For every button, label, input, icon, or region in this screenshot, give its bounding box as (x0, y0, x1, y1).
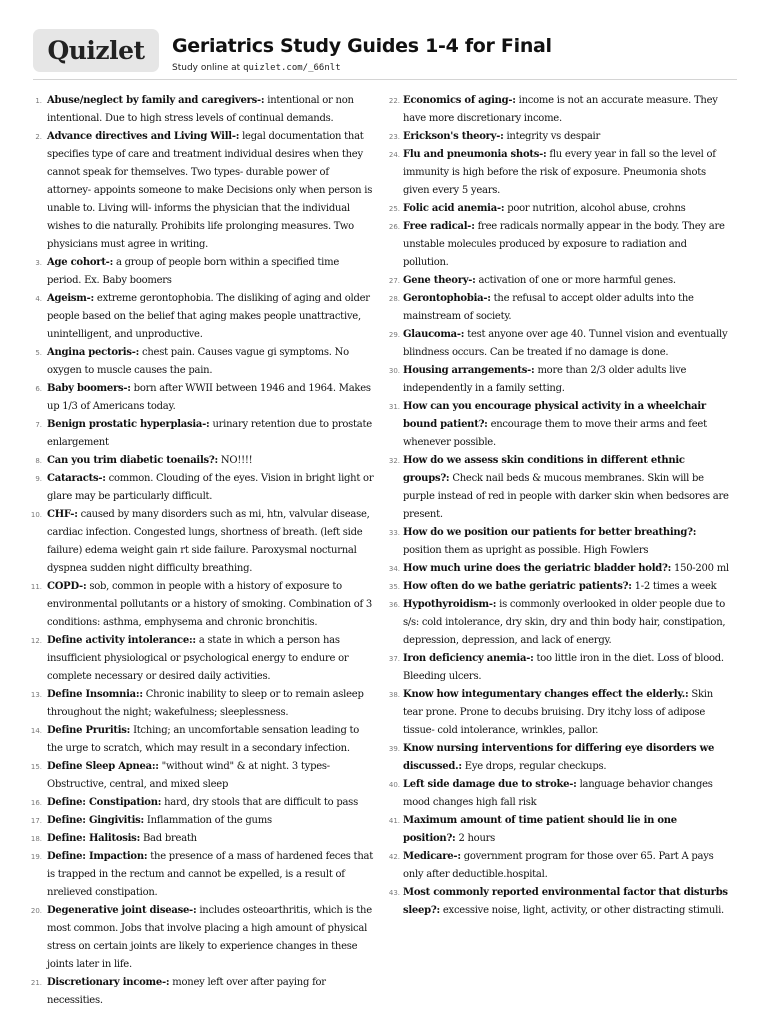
entry-definition: urinary retention due to prostate enlargement (47, 419, 372, 448)
study-entry (27, 506, 375, 578)
entry-definition: extreme gerontophobia. The disliking of aging and older people based on the belief that aging makes people unattractive, unintelligent, and unproductive. (47, 293, 370, 340)
entry-number: 16. (30, 799, 42, 807)
entry-term: Define Pruritis: (47, 725, 131, 736)
entry-term: Medicare-: (403, 851, 461, 862)
entry-number: 25. (388, 205, 400, 213)
entry-definition: includes osteoarthritis, which is the most common. Jobs that involve placing a high amount of physical stress on certain joints are likely to experience changes in these joints later in life. (47, 905, 372, 970)
entry-number: 31. (388, 403, 400, 411)
entry-definition: free radicals normally appear in the body. They are unstable molecules produced by exposure to radiation and pollution. (403, 221, 725, 268)
entry-term: Economics of aging-: (403, 95, 516, 106)
entry-number: 28. (388, 295, 400, 303)
quizlet-logo[interactable] (33, 29, 159, 72)
entry-text (403, 272, 729, 290)
entry-definition: Chronic inability to sleep or to remain asleep throughout the night; wakefulness; sleeplessness. (47, 689, 364, 718)
entry-text (47, 758, 375, 794)
entry-term: Ageism-: (47, 293, 94, 304)
study-entry (27, 92, 375, 128)
entry-number: 21. (30, 979, 42, 987)
entry-term: Benign prostatic hyperplasia-: (47, 419, 210, 430)
entry-number: 18. (30, 835, 42, 843)
entry-text (47, 902, 375, 974)
entry-number: 32. (388, 457, 400, 465)
study-entry (27, 632, 375, 686)
entry-number: 29. (388, 331, 400, 339)
entry-term: Degenerative joint disease-: (47, 905, 197, 916)
study-online-prefix: Study online at (172, 63, 241, 73)
entry-definition: born after WWII between 1946 and 1964. Makes up 1/3 of Americans today. (47, 383, 371, 412)
entry-text (47, 92, 375, 128)
entry-text (403, 92, 729, 128)
entry-definition: common. Clouding of the eyes. Vision in bright light or glare may be particularly difficult. (47, 473, 374, 502)
entry-number: 1. (35, 97, 42, 105)
entry-text (403, 362, 729, 398)
entry-text (403, 326, 729, 362)
entry-term: How often do we bathe geriatric patients?: (403, 581, 632, 592)
entry-number: 38. (388, 691, 400, 699)
entry-number: 40. (388, 781, 400, 789)
entry-number: 42. (388, 853, 400, 861)
entry-definition: 2 hours (458, 833, 496, 844)
entry-term: How do we assess skin conditions in different ethnic groups?: (403, 455, 685, 484)
study-entry (383, 290, 729, 326)
study-entry (27, 344, 375, 380)
study-entry (383, 272, 729, 290)
entry-text (403, 398, 729, 452)
study-entry (27, 812, 375, 830)
entry-number: 22. (388, 97, 400, 105)
entry-definition: the presence of a mass of hardened feces that is trapped in the rectum and cannot be expelled, is a result of nrelieved constipation. (47, 851, 373, 898)
entry-text (403, 776, 729, 812)
study-entry (383, 560, 729, 578)
entry-number: 30. (388, 367, 400, 375)
entry-text (403, 812, 729, 848)
entry-definition: hard, dry stools that are difficult to pass (164, 797, 358, 808)
study-entry (27, 470, 375, 506)
entry-number: 41. (388, 817, 400, 825)
entry-term: Iron deficiency anemia-: (403, 653, 534, 664)
entry-text (403, 560, 729, 578)
study-entry (383, 200, 729, 218)
left-column (27, 92, 375, 1010)
study-entry (383, 812, 729, 848)
entry-text (403, 740, 729, 776)
entry-text (47, 722, 375, 758)
entry-definition: government program for those over 65. Part A pays only after deductible.hospital. (403, 851, 714, 880)
entry-term: Gene theory-: (403, 275, 476, 286)
entry-definition: Check nail beds & mucous membranes. Skin will be purple instead of red in people with darker skin when bedsores are present. (403, 473, 729, 520)
study-entry (27, 794, 375, 812)
study-online-line (172, 63, 341, 73)
entry-term: How much urine does the geriatric bladder hold?: (403, 563, 672, 574)
entry-definition: legal documentation that specifies type of care and treatment individual desires when they cannot speak for themselves. Two types- durable power of attorney- appoints someone to make Decisions only when person is unable to. Living will- informs the physician that the individual wishes to die naturally. Prohibits life prolonging measures. Two physicians must agree in writing. (47, 131, 373, 250)
study-entry (27, 902, 375, 974)
entry-term: Left side damage due to stroke-: (403, 779, 577, 790)
entry-text (403, 884, 729, 920)
study-entry (383, 686, 729, 740)
study-entry (383, 740, 729, 776)
page-header (33, 29, 737, 80)
entry-definition: activation of one or more harmful genes. (478, 275, 676, 286)
entry-number: 10. (30, 511, 42, 519)
entry-text (403, 218, 729, 272)
entry-term: COPD-: (47, 581, 87, 592)
entry-text (403, 848, 729, 884)
page-title: Geriatrics Study Guides 1-4 for Final (172, 35, 552, 57)
entry-number: 8. (35, 457, 42, 465)
study-entry (383, 146, 729, 200)
study-entry (27, 416, 375, 452)
entry-definition: 150-200 ml (673, 563, 729, 574)
entry-definition: test anyone over age 40. Tunnel vision and eventually blindness occurs. Can be treated if no damage is done. (403, 329, 728, 358)
entry-definition: too little iron in the diet. Loss of blood. Bleeding ulcers. (403, 653, 724, 682)
study-entry (27, 452, 375, 470)
right-column (383, 92, 729, 920)
entry-text (47, 128, 375, 254)
entry-text (47, 344, 375, 380)
entry-definition: caused by many disorders such as mi, htn, valvular disease, cardiac infection. Congested lungs, shortness of breath. (left side failure) edema weight gain rt side failure. Paroxysmal nocturnal dyspnea sudden night difficulty breathing. (47, 509, 370, 574)
study-entry (383, 452, 729, 524)
entry-definition: "without wind" & at night. 3 types- Obstructive, central, and mixed sleep (47, 761, 330, 790)
entry-text (47, 452, 375, 470)
entry-number: 26. (388, 223, 400, 231)
entry-definition: Inflammation of the gums (146, 815, 272, 826)
entry-number: 12. (30, 637, 42, 645)
entry-definition: intentional or non intentional. Due to high stress levels of continual demands. (47, 95, 354, 124)
entry-number: 17. (30, 817, 42, 825)
entry-term: Most commonly reported environmental factor that disturbs sleep?: (403, 887, 728, 916)
study-entry (27, 380, 375, 416)
study-entry (383, 848, 729, 884)
entry-text (47, 290, 375, 344)
entry-text (403, 524, 729, 560)
entry-number: 35. (388, 583, 400, 591)
entry-definition: Skin tear prone. Prone to decubs bruising. Dry itchy loss of adipose tissue- cold intolerance, wrinkles, pallor. (403, 689, 713, 736)
study-entry (27, 254, 375, 290)
entry-number: 4. (35, 295, 42, 303)
study-entry (383, 326, 729, 362)
study-entry (27, 128, 375, 254)
entry-definition: Itching; an uncomfortable sensation leading to the urge to scratch, which may result in a secondary infection. (47, 725, 360, 754)
entry-number: 33. (388, 529, 400, 537)
entry-definition: more than 2/3 older adults live independently in a family setting. (403, 365, 687, 394)
entry-number: 34. (388, 565, 400, 573)
study-entry (27, 686, 375, 722)
entry-number: 24. (388, 151, 400, 159)
entry-term: Define: Constipation: (47, 797, 162, 808)
entry-term: Discretionary income-: (47, 977, 170, 988)
entry-text (403, 128, 729, 146)
entry-term: How can you encourage physical activity in a wheelchair bound patient?: (403, 401, 706, 430)
entry-definition: sob, common in people with a history of exposure to environmental pollutants or a history of smoking. Combination of 3 conditions: asthma, emphysema and chronic bronchitis. (47, 581, 372, 628)
entry-term: Erickson's theory-: (403, 131, 504, 142)
entry-definition: the refusal to accept older adults into the mainstream of society. (403, 293, 694, 322)
entry-definition: a group of people born within a specified time period. Ex. Baby boomers (47, 257, 340, 286)
study-entry (27, 848, 375, 902)
entry-text (47, 812, 375, 830)
entry-term: Glaucoma-: (403, 329, 465, 340)
study-entry (27, 578, 375, 632)
entry-text (403, 200, 729, 218)
study-entry (383, 884, 729, 920)
entry-number: 9. (35, 475, 42, 483)
entry-number: 2. (35, 133, 42, 141)
entry-term: Know how integumentary changes effect the elderly.: (403, 689, 689, 700)
study-entry (383, 776, 729, 812)
entry-number: 39. (388, 745, 400, 753)
entry-text (47, 254, 375, 290)
entry-definition: flu every year in fall so the level of immunity is high before the risk of exposure. Pneumonia shots given every 5 years. (403, 149, 716, 196)
entry-definition: chest pain. Causes vague gi symptoms. No oxygen to muscle causes the pain. (47, 347, 349, 376)
entry-text (47, 794, 375, 812)
entry-term: Can you trim diabetic toenails?: (47, 455, 218, 466)
entry-term: Free radical-: (403, 221, 475, 232)
study-entry (383, 128, 729, 146)
entry-text (47, 848, 375, 902)
study-entry (383, 92, 729, 128)
entry-definition: integrity vs despair (506, 131, 601, 142)
entry-term: Abuse/neglect by family and caregivers-: (47, 95, 265, 106)
entry-text (47, 632, 375, 686)
study-entry (383, 398, 729, 452)
study-entry (27, 974, 375, 1010)
entry-text (47, 686, 375, 722)
study-url-link[interactable]: quizlet.com/_66nlt (243, 63, 341, 73)
entry-term: Define: Gingivitis: (47, 815, 144, 826)
entry-term: Define: Impaction: (47, 851, 148, 862)
entry-term: Folic acid anemia-: (403, 203, 505, 214)
entry-term: How do we position our patients for better breathing?: (403, 527, 697, 538)
entry-text (47, 416, 375, 452)
entry-number: 15. (30, 763, 42, 771)
entry-term: Define Insomnia:: (47, 689, 143, 700)
entry-number: 36. (388, 601, 400, 609)
entry-term: CHF-: (47, 509, 78, 520)
entry-definition: position them as upright as possible. High Fowlers (403, 545, 649, 556)
entry-text (403, 452, 729, 524)
entry-text (47, 974, 375, 1010)
entry-term: Maximum amount of time patient should lie in one position?: (403, 815, 677, 844)
entry-definition: encourage them to move their arms and feet whenever possible. (403, 419, 707, 448)
entry-text (403, 596, 729, 650)
entry-number: 6. (35, 385, 42, 393)
entry-number: 23. (388, 133, 400, 141)
entry-text (47, 830, 375, 848)
entry-definition: 1-2 times a week (634, 581, 717, 592)
study-entry (27, 758, 375, 794)
entry-term: Housing arrangements-: (403, 365, 535, 376)
study-entry (383, 650, 729, 686)
entry-definition: a state in which a person has insufficient physiological or psychological energy to endure or complete necessary or desired daily activities. (47, 635, 349, 682)
entry-definition: Eye drops, regular checkups. (464, 761, 607, 772)
entry-definition: excessive noise, light, activity, or other distracting stimuli. (442, 905, 724, 916)
entry-text (47, 470, 375, 506)
entry-definition: Bad breath (142, 833, 197, 844)
study-entry (383, 218, 729, 272)
entry-text (47, 578, 375, 632)
entry-number: 14. (30, 727, 42, 735)
entry-number: 19. (30, 853, 42, 861)
entry-term: Cataracts-: (47, 473, 106, 484)
entry-number: 13. (30, 691, 42, 699)
entry-number: 37. (388, 655, 400, 663)
entry-term: Define activity intolerance:: (47, 635, 196, 646)
entry-term: Baby boomers-: (47, 383, 131, 394)
entry-definition: language behavior changes mood changes high fall risk (403, 779, 713, 808)
entry-definition: money left over after paying for necessities. (47, 977, 326, 1006)
entry-text (403, 578, 729, 596)
entry-term: Hypothyroidism-: (403, 599, 497, 610)
entry-number: 27. (388, 277, 400, 285)
entry-definition: is commonly overlooked in older people due to s/s: cold intolerance, dry skin, dry and thin body hair, constipation, depression, depression, and lack of energy. (403, 599, 726, 646)
entry-term: Gerontophobia-: (403, 293, 491, 304)
entry-number: 20. (30, 907, 42, 915)
study-entry (383, 362, 729, 398)
entry-text (47, 506, 375, 578)
entry-term: Flu and pneumonia shots-: (403, 149, 547, 160)
entry-text (403, 686, 729, 740)
study-entry (383, 596, 729, 650)
study-entry (27, 290, 375, 344)
entry-term: Define Sleep Apnea:: (47, 761, 159, 772)
study-entry (383, 578, 729, 596)
entry-term: Define: Halitosis: (47, 833, 141, 844)
entry-definition: income is not an accurate measure. They have more discretionary income. (403, 95, 718, 124)
entry-number: 11. (30, 583, 42, 591)
entry-number: 43. (388, 889, 400, 897)
entry-text (403, 146, 729, 200)
study-entry (27, 722, 375, 758)
entry-term: Advance directives and Living Will-: (47, 131, 240, 142)
study-entry (383, 524, 729, 560)
entry-text (403, 290, 729, 326)
entry-term: Angina pectoris-: (47, 347, 140, 358)
entry-number: 7. (35, 421, 42, 429)
study-entry (27, 830, 375, 848)
entry-text (47, 380, 375, 416)
entry-number: 5. (35, 349, 42, 357)
entry-term: Age cohort-: (47, 257, 114, 268)
entry-text (403, 650, 729, 686)
entry-number: 3. (35, 259, 42, 267)
entry-definition: NO!!!! (220, 455, 253, 466)
entry-term: Know nursing interventions for differing eye disorders we discussed.: (403, 743, 715, 772)
entry-definition: poor nutrition, alcohol abuse, crohns (507, 203, 686, 214)
logo-text: Quizlet (47, 36, 145, 65)
